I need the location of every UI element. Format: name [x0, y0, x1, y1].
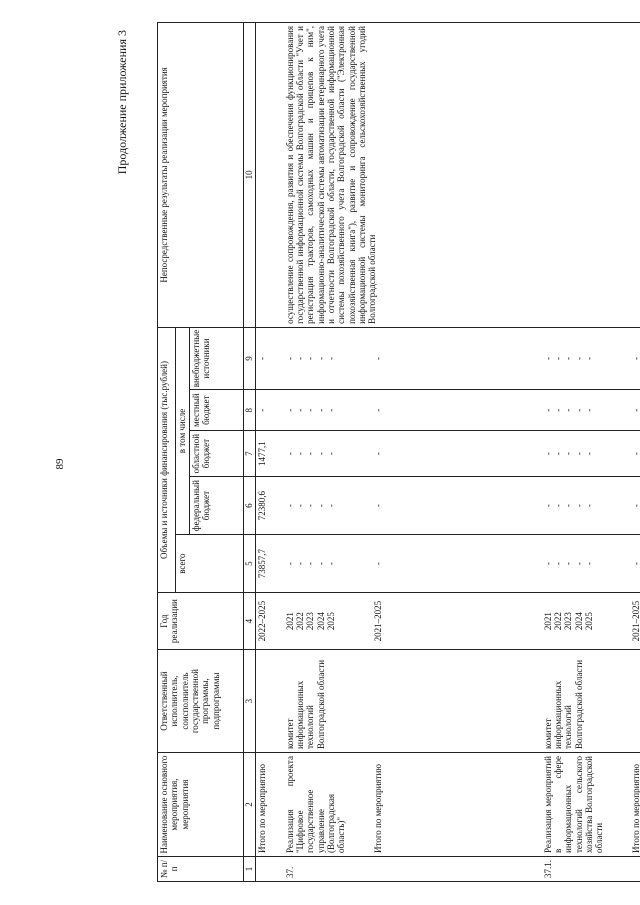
total-years: 2021–2025 [372, 593, 542, 650]
col-number: 9 [244, 327, 256, 389]
total-regional: - [630, 431, 640, 477]
total-regional: 1477,1 [256, 431, 284, 477]
row-name: Реализация проекта "Цифровое государственное управление (Волгоградская область)" [284, 753, 372, 857]
row-total: - - - - - [284, 535, 372, 593]
rotated-page [115, 22, 640, 888]
header-local: местный бюджет [190, 390, 244, 431]
col-number: 6 [244, 477, 256, 535]
total-years: 2022–2025 [256, 593, 284, 650]
header-incl: в том числе [176, 327, 190, 534]
row-extra: - - - - - [542, 327, 630, 389]
header-results: Непосредственные результаты реализации мероприятия [158, 23, 244, 328]
col-number: 4 [244, 593, 256, 650]
table-row-37-1 [542, 23, 630, 882]
row-local: - - - - - [284, 390, 372, 431]
row-executor: комитет информационных технологий Волгоградской области [542, 650, 630, 753]
col-number: 7 [244, 431, 256, 477]
table-row-total [256, 23, 284, 882]
total-sum: - [372, 535, 542, 593]
continuation-caption: Продолжение приложения 3 [115, 30, 129, 175]
col-number: 2 [244, 753, 256, 857]
row-extra: - - - - - [284, 327, 372, 389]
total-federal: - [372, 477, 542, 535]
total-label: Итого по мероприятию [630, 753, 640, 857]
row-num: 37. [284, 857, 372, 882]
total-federal: - [630, 477, 640, 535]
total-local: - [372, 390, 542, 431]
header-name: Наименование основного мероприятия, мероприятия [158, 753, 244, 857]
header-executor: Ответственный исполнитель, соисполнитель государственной программы, подпрограммы [158, 650, 244, 753]
header-federal: федеральный бюджет [190, 477, 244, 535]
funding-table [157, 22, 640, 882]
total-sum: 73857,7 [256, 535, 284, 593]
row-total: - - - - - [542, 535, 630, 593]
header-num: № п/п [158, 857, 244, 882]
header-extra: внебюджетные источники [190, 327, 244, 389]
row-local: - - - - - [542, 390, 630, 431]
total-extra: - [630, 327, 640, 389]
total-local: - [256, 390, 284, 431]
total-extra: - [372, 327, 542, 389]
row-federal: - - - - - [284, 477, 372, 535]
row-years: 2021 2022 2023 2024 2025 [284, 593, 372, 650]
row-num: 37.1. [542, 857, 630, 882]
total-federal: 72380,6 [256, 477, 284, 535]
total-regional: - [372, 431, 542, 477]
total-years: 2021–2025 [630, 593, 640, 650]
page-number: 89 [54, 458, 66, 470]
row-regional: - - - - - [284, 431, 372, 477]
total-label: Итого по мероприятию [372, 753, 542, 857]
header-regional: областной бюджет [190, 431, 244, 477]
header-total: всего [176, 535, 244, 593]
col-number: 10 [244, 23, 256, 328]
total-local: - [630, 390, 640, 431]
col-number: 1 [244, 857, 256, 882]
col-number: 5 [244, 535, 256, 593]
row-result: осуществление сопровождения, развития и обеспечения функционирования государственной информационной системы Волгоградской области "Учет и регистрация тракторов, самоходных машин и прицепов к ним", информационно-аналитической системы автоматизации ветеринарного учета и отчетности Волгоградской области, государственной информационной системы похозяйственного учета Волгоградской области ("Электронная похозяйственная книга"), развитие и сопровождение государственной информационной системы мониторинга сельскохозяйственных угодий Волгоградской области [284, 23, 542, 328]
total-extra: - [256, 327, 284, 389]
table-row-total [630, 23, 640, 882]
row-name: Реализация мероприятий в сфере информационных технологий сельского хозяйства Волгоградской области [542, 753, 630, 857]
total-sum: - [630, 535, 640, 593]
row-years: 2021 2022 2023 2024 2025 [542, 593, 630, 650]
header-year: Год реализации [158, 593, 244, 650]
col-number: 8 [244, 390, 256, 431]
table-row-37 [284, 23, 372, 882]
total-label: Итого по мероприятию [256, 753, 284, 857]
col-number: 3 [244, 650, 256, 753]
header-funding: Объемы и источники финансирования (тыс.рублей) [158, 327, 176, 592]
row-federal: - - - - - [542, 477, 630, 535]
row-regional: - - - - - [542, 431, 630, 477]
row-executor: комитет информационных технологий Волгоградской области [284, 650, 372, 753]
